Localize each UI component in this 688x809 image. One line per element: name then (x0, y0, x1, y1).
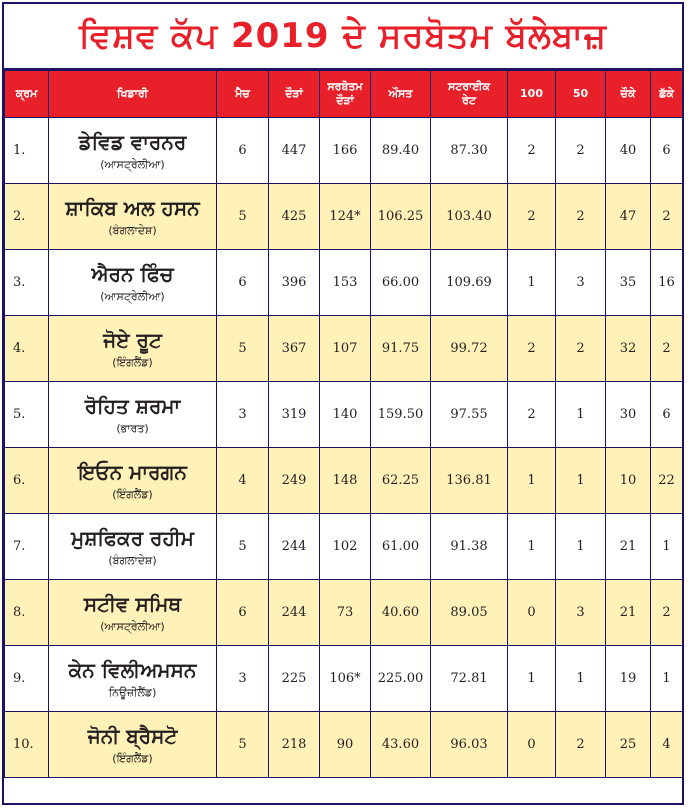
matches-cell: 6 (217, 118, 269, 184)
player-country: (ਬੰਗਲਾਦੇਸ਼) (108, 553, 157, 567)
hundreds-cell: 2 (508, 382, 556, 448)
fours-cell: 21 (606, 514, 651, 580)
sixes-cell: 2 (651, 580, 683, 646)
matches-cell: 5 (217, 712, 269, 778)
rank-cell: 8. (5, 580, 49, 646)
best-cell: 153 (320, 250, 371, 316)
header-matches: ਮੈਚ (217, 71, 269, 118)
header-best-line2: ਦੌੜਾਂ (336, 94, 354, 107)
average-cell: 43.60 (371, 712, 431, 778)
fifties-cell: 2 (556, 118, 606, 184)
player-name: ਸਟੀਵ ਸਮਿਥ (83, 591, 182, 616)
sixes-cell: 2 (651, 184, 683, 250)
rank-cell: 6. (5, 448, 49, 514)
hundreds-cell: 0 (508, 712, 556, 778)
fours-cell: 21 (606, 580, 651, 646)
strike-rate-cell: 72.81 (431, 646, 508, 712)
player-country: (ਆਸਟ੍ਰੇਲੀਆ) (100, 619, 165, 633)
fours-cell: 40 (606, 118, 651, 184)
header-sixes: ਛੱਕੇ (651, 71, 683, 118)
best-cell: 107 (320, 316, 371, 382)
runs-cell: 447 (269, 118, 320, 184)
average-cell: 91.75 (371, 316, 431, 382)
rank-cell: 4. (5, 316, 49, 382)
table-row (5, 382, 683, 448)
table-row (5, 514, 683, 580)
fifties-cell: 2 (556, 712, 606, 778)
player-cell (49, 514, 217, 580)
player-name: ਸ਼ਾਕਿਬ ਅਲ ਹਸਨ (65, 195, 200, 220)
page-title: ਵਿਸ਼ਵ ਕੱਪ 2019 ਦੇ ਸਰਬੋਤਮ ਬੱਲੇਬਾਜ਼ (4, 4, 682, 70)
player-country: (ਇੰਗਲੈਂਡ) (112, 751, 153, 765)
table-row (5, 580, 683, 646)
rank-cell: 5. (5, 382, 49, 448)
table-body (5, 118, 683, 778)
runs-cell: 396 (269, 250, 320, 316)
header-rank: ਕ੍ਰਮ (5, 71, 49, 118)
hundreds-cell: 1 (508, 250, 556, 316)
best-cell: 90 (320, 712, 371, 778)
player-name: ਡੇਵਿਡ ਵਾਰਨਰ (78, 129, 187, 154)
best-cell: 102 (320, 514, 371, 580)
average-cell: 61.00 (371, 514, 431, 580)
fifties-cell: 3 (556, 580, 606, 646)
strike-rate-cell: 99.72 (431, 316, 508, 382)
player-cell (49, 184, 217, 250)
runs-cell: 244 (269, 514, 320, 580)
fours-cell: 47 (606, 184, 651, 250)
fifties-cell: 1 (556, 646, 606, 712)
header-best (320, 71, 371, 118)
hundreds-cell: 2 (508, 118, 556, 184)
sixes-cell: 2 (651, 316, 683, 382)
runs-cell: 218 (269, 712, 320, 778)
rank-cell: 10. (5, 712, 49, 778)
header-hundreds: 100 (508, 71, 556, 118)
average-cell: 62.25 (371, 448, 431, 514)
hundreds-cell: 1 (508, 646, 556, 712)
player-name: ਇਓਨ ਮਾਰਗਨ (78, 459, 187, 484)
strike-rate-cell: 96.03 (431, 712, 508, 778)
sixes-cell: 4 (651, 712, 683, 778)
matches-cell: 3 (217, 382, 269, 448)
player-country: ਨਿਊਜ਼ੀਲੈਂਡ) (108, 685, 157, 699)
header-player: ਖਿਡਾਰੀ (49, 71, 217, 118)
player-country: (ਆਸਟ੍ਰੇਲੀਆ) (100, 289, 165, 303)
matches-cell: 3 (217, 646, 269, 712)
table-row (5, 316, 683, 382)
best-cell: 166 (320, 118, 371, 184)
average-cell: 66.00 (371, 250, 431, 316)
rank-cell: 1. (5, 118, 49, 184)
hundreds-cell: 2 (508, 184, 556, 250)
runs-cell: 244 (269, 580, 320, 646)
header-runs: ਦੌੜਾਂ (269, 71, 320, 118)
hundreds-cell: 2 (508, 316, 556, 382)
table-row (5, 184, 683, 250)
fours-cell: 19 (606, 646, 651, 712)
player-cell (49, 580, 217, 646)
best-cell: 148 (320, 448, 371, 514)
header-fours: ਚੌਕੇ (606, 71, 651, 118)
strike-rate-cell: 109.69 (431, 250, 508, 316)
runs-cell: 249 (269, 448, 320, 514)
average-cell: 89.40 (371, 118, 431, 184)
player-cell (49, 250, 217, 316)
fours-cell: 30 (606, 382, 651, 448)
sixes-cell: 22 (651, 448, 683, 514)
fifties-cell: 2 (556, 184, 606, 250)
header-strike-rate (431, 71, 508, 118)
header-average: ਔਸਤ (371, 71, 431, 118)
strike-rate-cell: 91.38 (431, 514, 508, 580)
best-cell: 73 (320, 580, 371, 646)
strike-rate-cell: 97.55 (431, 382, 508, 448)
fifties-cell: 1 (556, 514, 606, 580)
runs-cell: 225 (269, 646, 320, 712)
player-country: (ਭਾਰਤ) (116, 421, 149, 435)
player-cell (49, 118, 217, 184)
best-cell: 140 (320, 382, 371, 448)
table-row (5, 250, 683, 316)
hundreds-cell: 1 (508, 448, 556, 514)
average-cell: 40.60 (371, 580, 431, 646)
matches-cell: 5 (217, 514, 269, 580)
best-cell: 124* (320, 184, 371, 250)
header-fifties: 50 (556, 71, 606, 118)
average-cell: 225.00 (371, 646, 431, 712)
table-row (5, 448, 683, 514)
player-country: (ਇੰਗਲੈਂਡ) (112, 355, 153, 369)
average-cell: 106.25 (371, 184, 431, 250)
stats-document (2, 2, 684, 805)
matches-cell: 5 (217, 316, 269, 382)
sixes-cell: 6 (651, 118, 683, 184)
batsmen-table (4, 70, 683, 778)
fifties-cell: 3 (556, 250, 606, 316)
strike-rate-cell: 136.81 (431, 448, 508, 514)
rank-cell: 9. (5, 646, 49, 712)
player-name: ਰੋਹਿਤ ਸ਼ਰਮਾ (84, 393, 181, 418)
rank-cell: 7. (5, 514, 49, 580)
rank-cell: 3. (5, 250, 49, 316)
runs-cell: 367 (269, 316, 320, 382)
strike-rate-cell: 87.30 (431, 118, 508, 184)
header-sr-line2: ਰੇਟ (462, 94, 476, 107)
player-cell (49, 712, 217, 778)
table-row (5, 712, 683, 778)
fours-cell: 32 (606, 316, 651, 382)
runs-cell: 319 (269, 382, 320, 448)
player-name: ਜੋਏ ਰੂਟ (103, 327, 162, 352)
player-name: ਜੋਨੀ ਬ੍ਰੈਸਟੋ (87, 723, 178, 748)
player-name: ਐਰਨ ਫਿੰਚ (91, 261, 174, 286)
rank-cell: 2. (5, 184, 49, 250)
sixes-cell: 6 (651, 382, 683, 448)
table-row (5, 646, 683, 712)
player-country: (ਇੰਗਲੈਂਡ) (112, 487, 153, 501)
strike-rate-cell: 89.05 (431, 580, 508, 646)
player-cell (49, 646, 217, 712)
best-cell: 106* (320, 646, 371, 712)
matches-cell: 6 (217, 250, 269, 316)
sixes-cell: 16 (651, 250, 683, 316)
player-name: ਕੇਨ ਵਿਲੀਅਮਸਨ (68, 657, 197, 682)
header-best-line1: ਸਰਬੋਤਮ (327, 80, 363, 93)
matches-cell: 4 (217, 448, 269, 514)
player-cell (49, 316, 217, 382)
fifties-cell: 1 (556, 382, 606, 448)
fours-cell: 35 (606, 250, 651, 316)
player-cell (49, 448, 217, 514)
player-country: (ਬੰਗਲਾਦੇਸ਼) (108, 223, 157, 237)
sixes-cell: 1 (651, 646, 683, 712)
matches-cell: 5 (217, 184, 269, 250)
hundreds-cell: 0 (508, 580, 556, 646)
header-sr-line1: ਸਟਰਾਈਕ (447, 80, 491, 93)
fours-cell: 25 (606, 712, 651, 778)
average-cell: 159.50 (371, 382, 431, 448)
matches-cell: 6 (217, 580, 269, 646)
player-country: (ਆਸਟ੍ਰੇਲੀਆ) (100, 157, 165, 171)
player-name: ਮੁਸ਼ਫਿਕਰ ਰਹੀਮ (71, 525, 194, 550)
fours-cell: 10 (606, 448, 651, 514)
player-cell (49, 382, 217, 448)
header-row (5, 71, 683, 118)
fifties-cell: 1 (556, 448, 606, 514)
strike-rate-cell: 103.40 (431, 184, 508, 250)
hundreds-cell: 1 (508, 514, 556, 580)
fifties-cell: 2 (556, 316, 606, 382)
table-row (5, 118, 683, 184)
sixes-cell: 1 (651, 514, 683, 580)
runs-cell: 425 (269, 184, 320, 250)
